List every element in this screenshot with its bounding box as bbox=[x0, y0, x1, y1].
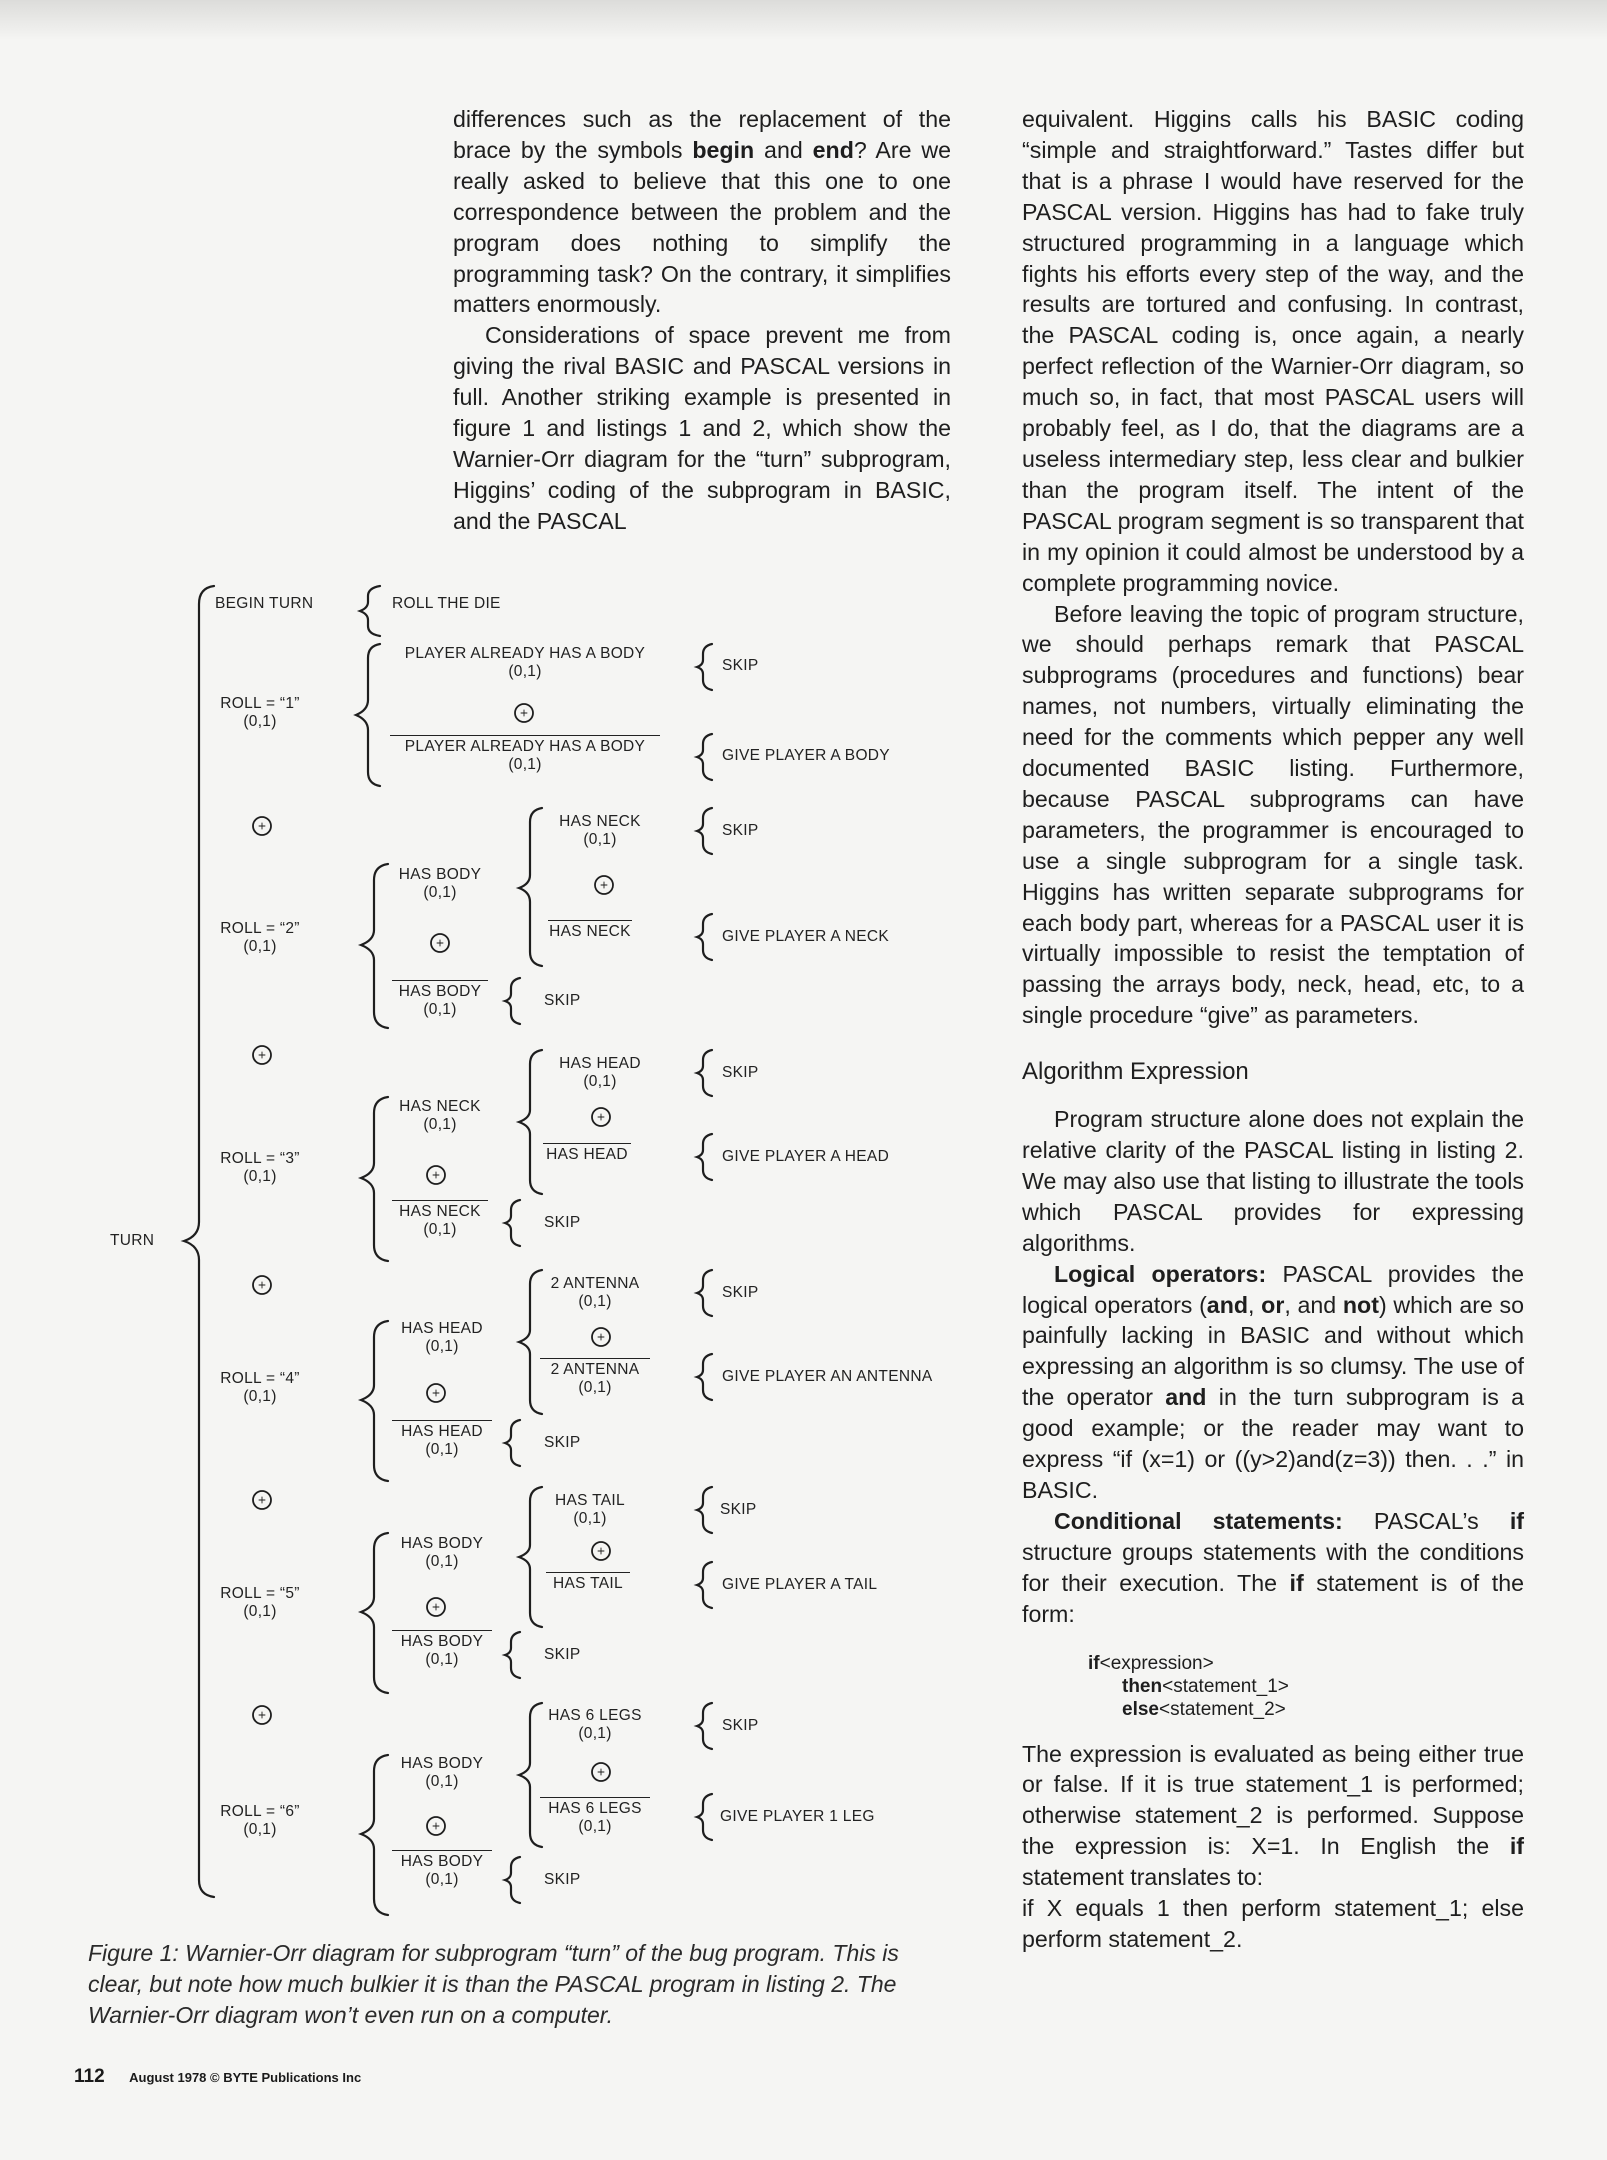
brace-icon bbox=[697, 1134, 712, 1180]
text-column-right bbox=[1022, 104, 1524, 1955]
action-label: GIVE PLAYER 1 LEG bbox=[720, 1808, 875, 1825]
action-label: SKIP bbox=[722, 1284, 759, 1301]
action-label: SKIP bbox=[544, 992, 581, 1009]
condition-label: HAS 6 LEGS (0,1) bbox=[548, 1707, 642, 1742]
action-label: SKIP bbox=[722, 657, 759, 674]
brace-icon bbox=[519, 1050, 542, 1194]
brace-icon bbox=[697, 734, 712, 780]
action-label: SKIP bbox=[544, 1214, 581, 1231]
page-footer bbox=[74, 2066, 361, 2088]
action-label: SKIP bbox=[544, 1871, 581, 1888]
code-block: if<expression> then<statement_1> else<statement_2> bbox=[1088, 1652, 1289, 1720]
roll-label: ROLL = “3” (0,1) bbox=[220, 1150, 300, 1185]
negated-condition-label: HAS NECK bbox=[548, 920, 632, 941]
brace-icon bbox=[697, 644, 712, 690]
negated-condition-label: HAS NECK (0,1) bbox=[392, 1200, 488, 1239]
condition-label: HAS BODY (0,1) bbox=[398, 866, 482, 901]
publication-credit: August 1978 © BYTE Publications Inc bbox=[129, 2070, 362, 2085]
action-label: SKIP bbox=[720, 1501, 757, 1518]
brace-icon bbox=[697, 1562, 712, 1608]
condition-label: HAS BODY (0,1) bbox=[400, 1755, 484, 1790]
action-label: GIVE PLAYER A HEAD bbox=[722, 1148, 890, 1165]
brace-icon bbox=[697, 1354, 712, 1400]
negated-condition-label: HAS 6 LEGS (0,1) bbox=[540, 1797, 650, 1836]
brace-icon bbox=[697, 914, 712, 960]
brace-icon bbox=[505, 978, 520, 1024]
brace-icon bbox=[697, 1794, 712, 1840]
brace-icon bbox=[184, 586, 214, 1897]
paragraph: Conditional statements: PASCAL’s if structure groups statements with the conditions for their execution. The if statement is of the form: bbox=[1022, 1507, 1524, 1627]
condition-label: HAS NECK (0,1) bbox=[559, 813, 641, 848]
brace-icon bbox=[505, 1857, 520, 1903]
brace-icon bbox=[361, 1321, 388, 1481]
action-label: SKIP bbox=[544, 1434, 581, 1451]
brace-icon bbox=[697, 1050, 712, 1096]
page-number: 112 bbox=[74, 2066, 105, 2087]
negated-condition-label: HAS BODY (0,1) bbox=[392, 1630, 492, 1669]
figure-caption: Figure 1: Warnier-Orr diagram for subprogram “turn” of the bug program. This is clear, but note how much bulkier it is than the PASCAL program in listing 2. The Warnier-Orr diagram won’t even run on a computer. bbox=[88, 1940, 899, 2028]
negated-condition-label: HAS TAIL bbox=[546, 1572, 630, 1593]
condition-label: 2 ANTENNA (0,1) bbox=[550, 1275, 640, 1310]
brace-icon bbox=[505, 1200, 520, 1246]
paragraph: The expression is evaluated as being either true or false. If it is true statement_1 is performed; otherwise statement_2 is performed. Suppose the expression is: X=1. In English the if statement translates to: bbox=[1022, 1740, 1524, 1891]
paragraph: Before leaving the topic of program structure, we should perhaps remark that PASCAL subprograms (procedures and functions) bear names, not numbers, virtually eliminating the need for the comments which pepper any well documented BASIC listing. Furthermore, because PASCAL subprograms can have parameters, the programmer is encouraged to use a single subprogram for a single task. Higgins has written separate subprograms for each body part, whereas for a PASCAL user it is virtually impossible to resist the temptation of passing the arrays body, neck, head, etc, to a single procedure “give” as parameters. bbox=[1022, 600, 1524, 1029]
roll-label: ROLL = “6” (0,1) bbox=[220, 1803, 300, 1838]
condition-label: PLAYER ALREADY HAS A BODY (0,1) bbox=[404, 645, 646, 680]
brace-icon bbox=[505, 1420, 520, 1466]
brace-icon bbox=[361, 1533, 388, 1693]
brace-icon bbox=[361, 1097, 388, 1261]
negated-condition-label: HAS BODY (0,1) bbox=[392, 980, 488, 1019]
brace-icon bbox=[697, 1270, 712, 1316]
action-label: SKIP bbox=[722, 1717, 759, 1734]
roll-label: ROLL = “2” (0,1) bbox=[220, 920, 300, 955]
paragraph: Program structure alone does not explain the relative clarity of the PASCAL listing in listing 2. We may also use that listing to illustrate the tools which PASCAL provides for expressing algorithms. bbox=[1022, 1106, 1524, 1256]
condition-label: HAS HEAD (0,1) bbox=[401, 1320, 483, 1355]
brace-icon bbox=[361, 1755, 388, 1915]
action-label: GIVE PLAYER AN ANTENNA bbox=[722, 1368, 933, 1385]
condition-label: HAS BODY (0,1) bbox=[400, 1535, 484, 1570]
roll-label: ROLL = “1” (0,1) bbox=[220, 695, 300, 730]
diagram-root-label: TURN bbox=[110, 1232, 155, 1249]
roll-label: ROLL = “5” (0,1) bbox=[220, 1585, 300, 1620]
brace-icon bbox=[356, 644, 380, 786]
action-label: GIVE PLAYER A NECK bbox=[722, 928, 890, 945]
action-label: SKIP bbox=[722, 1064, 759, 1081]
paragraph: differences such as the replacement of the brace by the symbols begin and end? Are we really asked to believe that this one to one correspondence between the problem and the program does nothing to simplify the programming task? On the contrary, it simplifies matters enormously. bbox=[453, 106, 951, 318]
brace-icon bbox=[519, 1270, 542, 1414]
negated-condition-label: HAS HEAD bbox=[543, 1143, 631, 1164]
negated-condition-label: 2 ANTENNA (0,1) bbox=[540, 1358, 650, 1397]
brace-icon bbox=[697, 1703, 712, 1749]
block-quote: if X equals 1 then perform statement_1; else perform statement_2. bbox=[1022, 1895, 1524, 1952]
paragraph: Logical operators: PASCAL provides the logical operators (and, or, and not) which are so painfully lacking in BASIC and without which expressing an algorithm is so clumsy. The use of the operator and in the turn subprogram is a good example; or the reader may want to express “if (x=1) or ((y>2)and(z=3)) then. . .” in BASIC. bbox=[1022, 1260, 1525, 1503]
brace-icon bbox=[697, 1487, 712, 1533]
condition-label: HAS HEAD (0,1) bbox=[559, 1055, 641, 1090]
paragraph: equivalent. Higgins calls his BASIC coding “simple and straightforward.” Tastes differ but that is a phrase I would have reserved for the PASCAL version. Higgins has had to fake truly structured programming in a language which fights his efforts every step of the way, and the results are tortured and confusing. In contrast, the PASCAL coding is, once again, a nearly perfect reflection of the Warnier-Orr diagram, so much so, in fact, that most PASCAL users will probably feel, as I do, that the diagrams are a useless intermediary step, less clear and bulkier than the program itself. The intent of the PASCAL program segment is so transparent that in my opinion it could almost be understood by a complete programming novice. bbox=[1022, 106, 1524, 596]
action-label: GIVE PLAYER A BODY bbox=[722, 747, 890, 764]
brace-icon bbox=[519, 1487, 542, 1627]
action-label: SKIP bbox=[544, 1646, 581, 1663]
action-label: GIVE PLAYER A TAIL bbox=[722, 1576, 878, 1593]
negated-condition-label: HAS HEAD (0,1) bbox=[392, 1420, 492, 1459]
brace-icon bbox=[505, 1632, 520, 1678]
diagram-label: ROLL THE DIE bbox=[392, 595, 501, 612]
paragraph: Considerations of space prevent me from giving the rival BASIC and PASCAL versions in full. Another striking example is presented in figure 1 and listings 1 and 2, which show the Warnier-Orr diagram for the “turn” subprogram, Higgins’ coding of the subprogram in BASIC, and the PASCAL bbox=[453, 322, 951, 534]
brace-icon bbox=[519, 1703, 542, 1847]
condition-label: HAS TAIL (0,1) bbox=[555, 1492, 625, 1527]
roll-label: ROLL = “4” (0,1) bbox=[220, 1370, 300, 1405]
brace-icon bbox=[361, 864, 388, 1028]
section-heading: Algorithm Expression bbox=[1022, 1058, 1249, 1086]
brace-icon bbox=[697, 808, 712, 854]
negated-condition-label: PLAYER ALREADY HAS A BODY (0,1) bbox=[390, 735, 660, 774]
condition-label: HAS NECK (0,1) bbox=[399, 1098, 481, 1133]
brace-icon bbox=[360, 586, 380, 636]
brace-icon bbox=[519, 808, 542, 966]
diagram-label: BEGIN TURN bbox=[215, 595, 314, 612]
action-label: SKIP bbox=[722, 822, 759, 839]
negated-condition-label: HAS BODY (0,1) bbox=[392, 1850, 492, 1889]
